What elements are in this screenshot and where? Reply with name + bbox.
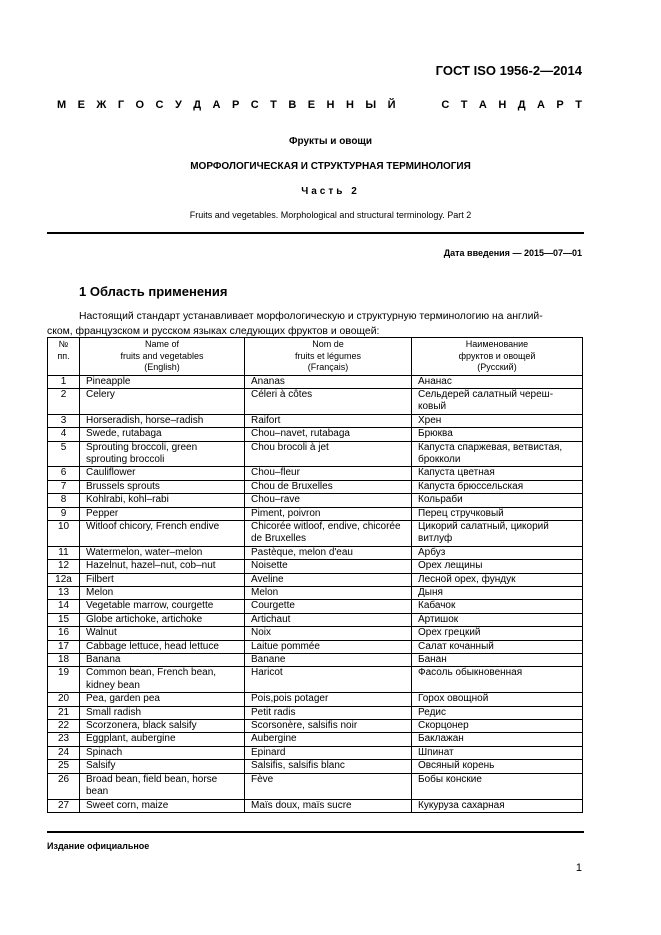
- header-french-line3: (Français): [307, 362, 349, 372]
- term-english: Melon: [80, 587, 245, 600]
- term-french: Artichaut: [245, 613, 412, 626]
- term-russian: Ананас: [412, 375, 583, 388]
- interstate-letter: Н: [345, 99, 354, 111]
- table-row: [48, 546, 583, 559]
- term-russian: Редис: [412, 706, 583, 719]
- row-number: 15: [48, 613, 80, 626]
- table-row: [48, 799, 583, 812]
- term-russian: Артишок: [412, 613, 583, 626]
- row-number: 12a: [48, 573, 80, 586]
- row-number: 27: [48, 799, 80, 812]
- term-russian: Капуста цветная: [412, 467, 583, 480]
- header-russian-line1: Наименование: [465, 339, 529, 349]
- row-number: 18: [48, 654, 80, 667]
- introduction-date: [444, 248, 582, 258]
- table-row: [48, 613, 583, 626]
- row-number: 21: [48, 706, 80, 719]
- row-number: 12: [48, 560, 80, 573]
- table-row: [48, 560, 583, 573]
- term-french: Chou–fleur: [245, 467, 412, 480]
- row-number: 8: [48, 494, 80, 507]
- header-num-line1: №: [58, 339, 69, 349]
- term-english: Brussels sprouts: [80, 480, 245, 493]
- interstate-letter: О: [135, 99, 145, 111]
- header-french-line1: Nom de: [312, 339, 344, 349]
- table-row: [48, 520, 583, 546]
- term-french: Pois,pois potager: [245, 693, 412, 706]
- interstate-letter: Т: [460, 99, 468, 111]
- term-russian: Орех лещины: [412, 560, 583, 573]
- term-english: Witloof chicory, French endive: [80, 520, 245, 546]
- term-english: Salsify: [80, 760, 245, 773]
- row-number: 19: [48, 667, 80, 693]
- term-french: Chou–rave: [245, 494, 412, 507]
- header-english-line3: (English): [144, 362, 180, 372]
- row-number: 5: [48, 441, 80, 467]
- interstate-letter: Р: [231, 99, 240, 111]
- term-russian: Капуста спаржевая, ветвистая, брокколи: [412, 441, 583, 467]
- term-russian: Овсяный корень: [412, 760, 583, 773]
- row-number: 11: [48, 546, 80, 559]
- term-french: Chou–navet, rutabaga: [245, 428, 412, 441]
- section-heading: 1 Область применения: [79, 284, 228, 299]
- terms-table: [47, 337, 583, 813]
- term-russian: Лесной орех, фундук: [412, 573, 583, 586]
- term-french: Fève: [245, 773, 412, 799]
- interstate-letter: В: [288, 99, 297, 111]
- interstate-letter: Ж: [96, 99, 107, 111]
- term-english: Eggplant, aubergine: [80, 733, 245, 746]
- interstate-letter: Й: [387, 99, 396, 111]
- row-number: 1: [48, 375, 80, 388]
- table-row: [48, 746, 583, 759]
- term-english: Celery: [80, 388, 245, 414]
- interstate-letter: Д: [517, 99, 526, 111]
- term-french: Petit radis: [245, 706, 412, 719]
- page-number: 1: [575, 862, 582, 874]
- interstate-standard-heading: [57, 99, 582, 111]
- table-row: [48, 587, 583, 600]
- interstate-letter: А: [212, 99, 221, 111]
- row-number: 24: [48, 746, 80, 759]
- header-french: [245, 338, 412, 376]
- term-russian: Салат кочанный: [412, 640, 583, 653]
- term-russian: Баклажан: [412, 733, 583, 746]
- introduction-date-label: Дата введения: [443, 248, 510, 258]
- table-row: [48, 414, 583, 427]
- term-french: Raifort: [245, 414, 412, 427]
- term-russian: Кольраби: [412, 494, 583, 507]
- row-number: 23: [48, 733, 80, 746]
- table-row: [48, 480, 583, 493]
- interstate-letter: У: [174, 99, 182, 111]
- term-french: Courgette: [245, 600, 412, 613]
- interstate-letter: Е: [77, 99, 85, 111]
- term-french: Epinard: [245, 746, 412, 759]
- header-num: [48, 338, 80, 376]
- scope-paragraph-line2: ском, французском и русском языках следующих фруктов и овощей:: [47, 326, 380, 337]
- term-french: Melon: [245, 587, 412, 600]
- row-number: 4: [48, 428, 80, 441]
- bottom-divider: [47, 831, 584, 833]
- term-french: Ananas: [245, 375, 412, 388]
- row-number: 9: [48, 507, 80, 520]
- header-english: [80, 338, 245, 376]
- interstate-letter: Ы: [365, 99, 377, 111]
- table-row: [48, 375, 583, 388]
- term-russian: Капуста брюссельская: [412, 480, 583, 493]
- term-english: Cabbage lettuce, head lettuce: [80, 640, 245, 653]
- interstate-letter: С: [155, 99, 164, 111]
- term-russian: Шпинат: [412, 746, 583, 759]
- row-number: 7: [48, 480, 80, 493]
- header-num-line2: пп.: [57, 350, 70, 361]
- table-row: [48, 706, 583, 719]
- term-russian: Кабачок: [412, 600, 583, 613]
- term-french: Scorsonère, salsifis noir: [245, 720, 412, 733]
- header-english-line1: Name of: [144, 339, 179, 349]
- term-french: Chou brocoli à jet: [245, 441, 412, 467]
- terms-table-body: [48, 375, 583, 812]
- interstate-letter: Р: [556, 99, 564, 111]
- term-english: Pea, garden pea: [80, 693, 245, 706]
- row-number: 17: [48, 640, 80, 653]
- table-row: [48, 428, 583, 441]
- term-russian: Банан: [412, 654, 583, 667]
- term-french: Pastèque, melon d'eau: [245, 546, 412, 559]
- header-french-line2: fruits et légumes: [294, 350, 362, 361]
- term-russian: Горох овощной: [412, 693, 583, 706]
- introduction-date-value: — 2015—07—01: [512, 248, 582, 258]
- term-russian: Арбуз: [412, 546, 583, 559]
- term-french: Chicorée witloof, endive, chicorée de Bruxelles: [245, 520, 412, 546]
- term-french: Noisette: [245, 560, 412, 573]
- table-row: [48, 640, 583, 653]
- table-row: [48, 693, 583, 706]
- term-english: Watermelon, water–melon: [80, 546, 245, 559]
- term-english: Small radish: [80, 706, 245, 719]
- interstate-letter: Д: [193, 99, 202, 111]
- document-part: Часть 2: [301, 186, 360, 197]
- document-title-line2: МОРФОЛОГИЧЕСКАЯ И СТРУКТУРНАЯ ТЕРМИНОЛОГИЯ: [190, 161, 471, 172]
- table-row: [48, 441, 583, 467]
- term-french: Haricot: [245, 667, 412, 693]
- term-russian: Брюква: [412, 428, 583, 441]
- term-french: Maïs doux, maïs sucre: [245, 799, 412, 812]
- term-russian: Скорцонер: [412, 720, 583, 733]
- official-edition-note: Издание официальное: [47, 841, 150, 851]
- interstate-letter: А: [537, 99, 545, 111]
- term-french: Piment, poivron: [245, 507, 412, 520]
- row-number: 22: [48, 720, 80, 733]
- term-french: Banane: [245, 654, 412, 667]
- table-row: [48, 467, 583, 480]
- term-english: Pepper: [80, 507, 245, 520]
- term-russian: Орех грецкий: [412, 627, 583, 640]
- term-russian: Дыня: [412, 587, 583, 600]
- term-french: Salsifis, salsifis blanc: [245, 760, 412, 773]
- term-english: Globe artichoke, artichoke: [80, 613, 245, 626]
- term-russian: Перец стручковый: [412, 507, 583, 520]
- header-russian-line2: фруктов и овощей: [458, 350, 536, 361]
- interstate-letter: М: [57, 99, 67, 111]
- row-number: 3: [48, 414, 80, 427]
- table-row: [48, 494, 583, 507]
- standard-code: ГОСТ ISO 1956-2—2014: [435, 63, 582, 78]
- row-number: 6: [48, 467, 80, 480]
- header-english-line2: fruits and vegetables: [120, 350, 204, 361]
- row-number: 26: [48, 773, 80, 799]
- term-english: Hazelnut, hazel–nut, cob–nut: [80, 560, 245, 573]
- interstate-letter: Н: [498, 99, 507, 111]
- table-header-row: [48, 338, 583, 376]
- term-english: Banana: [80, 654, 245, 667]
- term-english: Swede, rutabaga: [80, 428, 245, 441]
- interstate-letter: С: [250, 99, 259, 111]
- term-english: Horseradish, horse–radish: [80, 414, 245, 427]
- term-english: Kohlrabi, kohl–rabi: [80, 494, 245, 507]
- table-row: [48, 573, 583, 586]
- table-row: [48, 733, 583, 746]
- row-number: 25: [48, 760, 80, 773]
- term-english: Filbert: [80, 573, 245, 586]
- row-number: 20: [48, 693, 80, 706]
- scope-paragraph-line1: Настоящий стандарт устанавливает морфологическую и структурную терминологию на англий-: [79, 311, 543, 322]
- interstate-letter: Н: [326, 99, 335, 111]
- header-russian: [412, 338, 583, 376]
- row-number: 13: [48, 587, 80, 600]
- term-russian: Сельдерей салатный череш-ковый: [412, 388, 583, 414]
- row-number: 16: [48, 627, 80, 640]
- document-title-line1: Фрукты и овощи: [288, 136, 373, 147]
- interstate-letter: Т: [575, 99, 582, 111]
- term-french: Aveline: [245, 573, 412, 586]
- term-english: Scorzonera, black salsify: [80, 720, 245, 733]
- term-russian: Бобы конские: [412, 773, 583, 799]
- scope-paragraph: [47, 309, 584, 339]
- interstate-letter: А: [478, 99, 487, 111]
- table-row: [48, 773, 583, 799]
- term-french: Chou de Bruxelles: [245, 480, 412, 493]
- table-row: [48, 667, 583, 693]
- term-russian: Кукуруза сахарная: [412, 799, 583, 812]
- term-french: Céleri à côtes: [245, 388, 412, 414]
- header-russian-line3: (Русский): [477, 362, 517, 372]
- term-russian: Фасоль обыкновенная: [412, 667, 583, 693]
- interstate-letter: Г: [117, 99, 125, 111]
- table-row: [48, 627, 583, 640]
- table-row: [48, 720, 583, 733]
- term-english: Pineapple: [80, 375, 245, 388]
- row-number: 14: [48, 600, 80, 613]
- term-french: Aubergine: [245, 733, 412, 746]
- term-russian: Цикорий салатный, цикорий витлуф: [412, 520, 583, 546]
- term-english: Broad bean, field bean, horse bean: [80, 773, 245, 799]
- table-row: [48, 507, 583, 520]
- table-row: [48, 600, 583, 613]
- term-english: Spinach: [80, 746, 245, 759]
- term-english: Common bean, French bean, kidney bean: [80, 667, 245, 693]
- term-english: Sprouting broccoli, green sprouting broccoli: [80, 441, 245, 467]
- term-english: Walnut: [80, 627, 245, 640]
- interstate-letter: Т: [270, 99, 277, 111]
- term-russian: Хрен: [412, 414, 583, 427]
- term-french: Noix: [245, 627, 412, 640]
- term-english: Vegetable marrow, courgette: [80, 600, 245, 613]
- term-english: Cauliflower: [80, 467, 245, 480]
- top-divider: [47, 232, 584, 234]
- document-title-english: Fruits and vegetables. Morphological and structural terminology. Part 2: [189, 210, 472, 220]
- table-row: [48, 654, 583, 667]
- row-number: 10: [48, 520, 80, 546]
- interstate-letter: С: [441, 99, 450, 111]
- term-french: Laitue pommée: [245, 640, 412, 653]
- table-row: [48, 760, 583, 773]
- row-number: 2: [48, 388, 80, 414]
- interstate-letter: Е: [307, 99, 316, 111]
- term-english: Sweet corn, maize: [80, 799, 245, 812]
- table-row: [48, 388, 583, 414]
